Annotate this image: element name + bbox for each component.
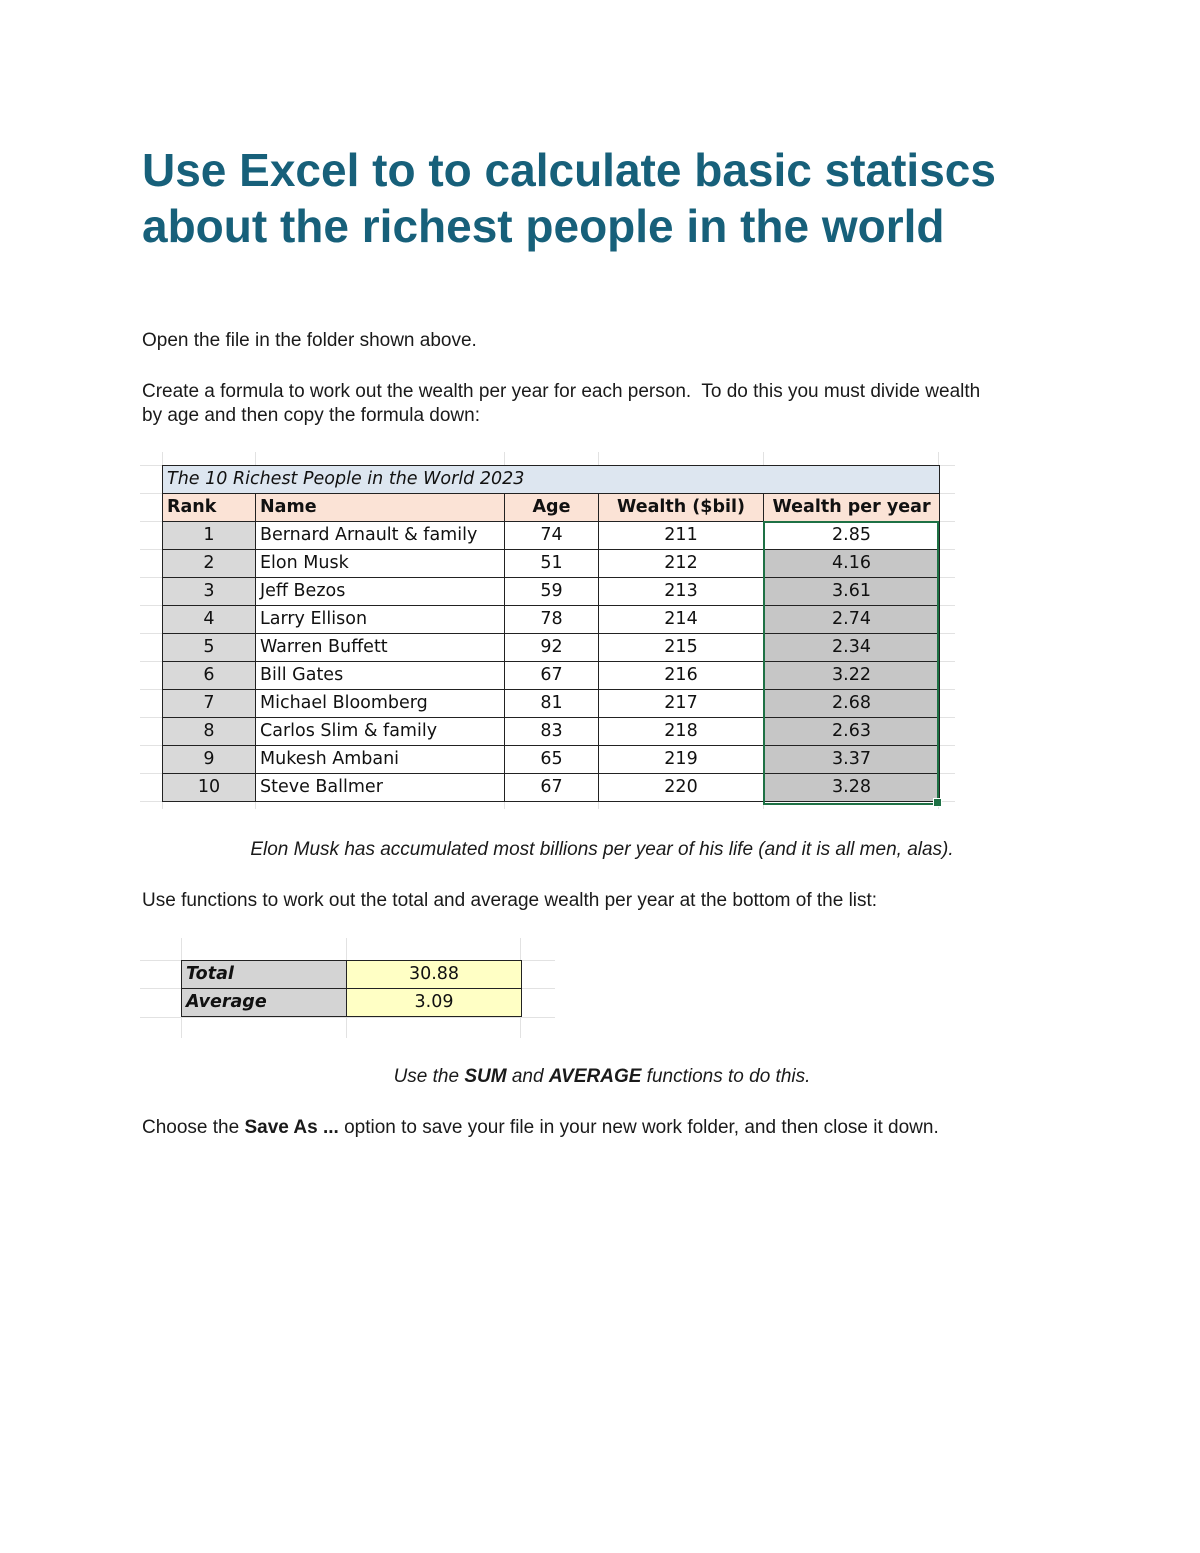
- rank-cell[interactable]: 7: [163, 690, 256, 718]
- table-caption-row: [163, 466, 940, 494]
- wealth-cell[interactable]: 215: [599, 634, 764, 662]
- average-function-name: AVERAGE: [548, 1066, 642, 1087]
- page-title-line-2: about the richest people in the world: [142, 200, 945, 252]
- age-cell[interactable]: 67: [505, 662, 599, 690]
- rank-cell[interactable]: 2: [163, 550, 256, 578]
- richest-people-spreadsheet: [140, 452, 955, 809]
- total-value: 30.88: [347, 961, 522, 989]
- total-row: [182, 961, 522, 989]
- wealth-per-year-cell[interactable]: 3.28: [764, 774, 940, 802]
- table-row: [163, 746, 940, 774]
- summary-spreadsheet: [140, 938, 555, 1038]
- rank-cell[interactable]: 9: [163, 746, 256, 774]
- header-name: Name: [256, 494, 505, 522]
- name-cell[interactable]: Larry Ellison: [256, 606, 505, 634]
- header-rank: Rank: [163, 494, 256, 522]
- richest-people-table: [162, 465, 940, 802]
- rank-cell[interactable]: 1: [163, 522, 256, 550]
- table-row: [163, 690, 940, 718]
- fill-handle[interactable]: [933, 798, 942, 807]
- name-cell[interactable]: Elon Musk: [256, 550, 505, 578]
- wealth-cell[interactable]: 219: [599, 746, 764, 774]
- use-the-text: Use the: [393, 1066, 465, 1087]
- choose-tail-text: option to save your file in your new work folder, and then close it down.: [338, 1117, 939, 1138]
- table-row: [163, 662, 940, 690]
- name-cell[interactable]: Mukesh Ambani: [256, 746, 505, 774]
- open-file-instruction: Open the file in the folder shown above.: [142, 330, 477, 351]
- header-age: Age: [505, 494, 599, 522]
- age-cell[interactable]: 65: [505, 746, 599, 774]
- name-cell[interactable]: Warren Buffett: [256, 634, 505, 662]
- formula-instruction-line-2: by age and then copy the formula down:: [142, 405, 481, 426]
- wealth-cell[interactable]: 214: [599, 606, 764, 634]
- formula-instruction: [142, 380, 1072, 428]
- wealth-per-year-cell[interactable]: 3.37: [764, 746, 940, 774]
- rank-cell[interactable]: 6: [163, 662, 256, 690]
- functions-instruction: Use functions to work out the total and average wealth per year at the bottom of the list:: [142, 890, 878, 911]
- table-row: [163, 550, 940, 578]
- choose-text: Choose the: [142, 1117, 245, 1138]
- table-caption: The 10 Richest People in the World 2023: [163, 466, 940, 494]
- summary-table: [181, 960, 522, 1017]
- rank-cell[interactable]: 3: [163, 578, 256, 606]
- average-row: [182, 989, 522, 1017]
- name-cell[interactable]: Carlos Slim & family: [256, 718, 505, 746]
- table-row: [163, 774, 940, 802]
- wealth-cell[interactable]: 216: [599, 662, 764, 690]
- rank-cell[interactable]: 4: [163, 606, 256, 634]
- age-cell[interactable]: 51: [505, 550, 599, 578]
- functions-tail-text: functions to do this.: [641, 1066, 811, 1087]
- average-value: 3.09: [347, 989, 522, 1017]
- age-cell[interactable]: 78: [505, 606, 599, 634]
- rank-cell[interactable]: 5: [163, 634, 256, 662]
- table-header-row: [163, 494, 940, 522]
- table-row: [163, 718, 940, 746]
- sum-function-name: SUM: [464, 1066, 507, 1087]
- sum-average-instruction: [142, 1065, 1062, 1089]
- musk-note: Elon Musk has accumulated most billions per year of his life (and it is all men, alas).: [250, 839, 954, 860]
- page-title-line-1: Use Excel to to calculate basic statiscs: [142, 144, 996, 196]
- age-cell[interactable]: 83: [505, 718, 599, 746]
- age-cell[interactable]: 59: [505, 578, 599, 606]
- name-cell[interactable]: Michael Bloomberg: [256, 690, 505, 718]
- age-cell[interactable]: 67: [505, 774, 599, 802]
- table-row: [163, 634, 940, 662]
- name-cell[interactable]: Bernard Arnault & family: [256, 522, 505, 550]
- table-row: [163, 578, 940, 606]
- name-cell[interactable]: Bill Gates: [256, 662, 505, 690]
- wealth-per-year-cell[interactable]: 2.34: [764, 634, 940, 662]
- name-cell[interactable]: Steve Ballmer: [256, 774, 505, 802]
- table-row: [163, 522, 940, 550]
- table-row: [163, 606, 940, 634]
- save-as-option: Save As ...: [244, 1117, 339, 1138]
- wealth-cell[interactable]: 211: [599, 522, 764, 550]
- formula-instruction-line-1: Create a formula to work out the wealth per year for each person. To do this you must divide wealth: [142, 381, 981, 402]
- wealth-per-year-cell[interactable]: 3.61: [764, 578, 940, 606]
- wealth-per-year-cell[interactable]: 2.68: [764, 690, 940, 718]
- rank-cell[interactable]: 10: [163, 774, 256, 802]
- wealth-cell[interactable]: 220: [599, 774, 764, 802]
- header-wealth-per-year: Wealth per year: [764, 494, 940, 522]
- wealth-per-year-cell[interactable]: 2.74: [764, 606, 940, 634]
- page-title: [142, 142, 1102, 254]
- total-label: Total: [182, 961, 347, 989]
- save-instruction: [142, 1116, 1072, 1140]
- and-text: and: [506, 1066, 549, 1087]
- rank-cell[interactable]: 8: [163, 718, 256, 746]
- wealth-cell[interactable]: 213: [599, 578, 764, 606]
- wealth-cell[interactable]: 217: [599, 690, 764, 718]
- name-cell[interactable]: Jeff Bezos: [256, 578, 505, 606]
- age-cell[interactable]: 74: [505, 522, 599, 550]
- average-label: Average: [182, 989, 347, 1017]
- age-cell[interactable]: 81: [505, 690, 599, 718]
- wealth-per-year-cell[interactable]: 3.22: [764, 662, 940, 690]
- wealth-cell[interactable]: 218: [599, 718, 764, 746]
- header-wealth: Wealth ($bil): [599, 494, 764, 522]
- wealth-per-year-cell[interactable]: 2.63: [764, 718, 940, 746]
- wealth-per-year-cell[interactable]: 2.85: [764, 522, 940, 550]
- age-cell[interactable]: 92: [505, 634, 599, 662]
- wealth-cell[interactable]: 212: [599, 550, 764, 578]
- wealth-per-year-cell[interactable]: 4.16: [764, 550, 940, 578]
